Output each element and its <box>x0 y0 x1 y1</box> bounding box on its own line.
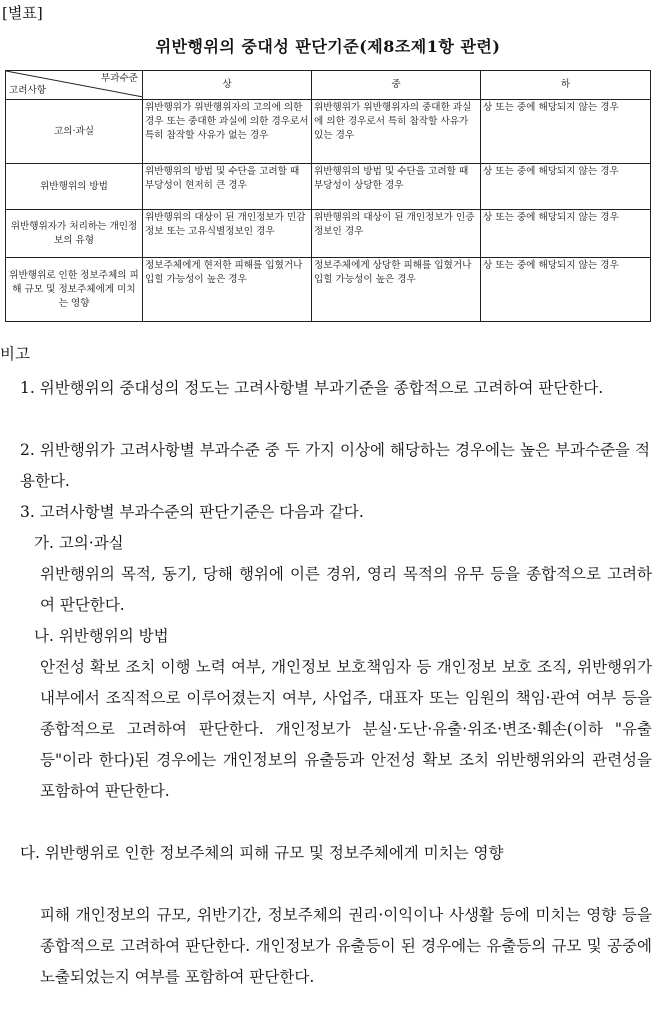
paragraph-na: 안전성 확보 조치 이행 노력 여부, 개인정보 보호책임자 등 개인정보 보호 조직, 위반행위가 내부에서 조직적으로 이루어졌는지 여부, 사업주, 대표자 또는 임원의 책임·관여 여부 등을 종합적으로 고려하여 판단한다. 개인정보가 분실·도난·유출·위조·변조·훼손(이하 "유출등"이라 한다)된 경우에는 개인정보의 유출등과 안전성 확보 조치 위반행위와의 관련성을 포함하여 판단한다. <box>40 658 652 800</box>
cell-low: 상 또는 중에 해당되지 않는 경우 <box>481 100 651 164</box>
document-title: 위반행위의 중대성 판단기준(제8조제1항 관련) <box>155 37 501 56</box>
subheading-na: 나. 위반행위의 방법 <box>34 627 169 645</box>
cell-high: 정보주체에게 현저한 피해를 입혔거나 입힐 가능성이 높은 경우 <box>143 258 312 322</box>
corner-bottom-label: 고려사항 <box>9 85 47 96</box>
note-item-1: 1. 위반행위의 중대성의 정도는 고려사항별 부과기준을 종합적으로 고려하여 판단한다. <box>20 379 604 397</box>
annex-label: [별표] <box>2 4 43 22</box>
cell-high: 위반행위의 방법 및 수단을 고려할 때 부당성이 현저히 큰 경우 <box>143 164 312 210</box>
factor-cell: 위반행위로 인한 정보주체의 피해 규모 및 정보주체에게 미치는 영향 <box>6 258 143 322</box>
paragraph-da: 피해 개인정보의 규모, 위반기간, 정보주체의 권리·이익이나 사생활 등에 미치는 영향 등을 종합적으로 고려하여 판단한다. 개인정보가 유출등이 된 경우에는 유출등의 규모 및 공중에 노출되었는지 여부를 포함하여 판단한다. <box>40 906 652 986</box>
cell-mid: 위반행위의 대상이 된 개인정보가 인증정보인 경우 <box>312 210 481 258</box>
paragraph-ga: 위반행위의 목적, 동기, 당해 행위에 이른 경위, 영리 목적의 유무 등을 종합적으로 고려하여 판단한다. <box>40 565 652 614</box>
table-row <box>6 258 651 322</box>
factor-cell: 고의·과실 <box>6 100 143 164</box>
subheading-da: 다. 위반행위로 인한 정보주체의 피해 규모 및 정보주체에게 미치는 영향 <box>20 844 504 862</box>
table-header-row <box>6 71 651 100</box>
cell-mid: 위반행위가 위반행위자의 중대한 과실에 의한 경우로서 특히 참작할 사유가 있는 경우 <box>312 100 481 164</box>
level-header-high: 상 <box>143 71 312 100</box>
cell-high: 위반행위의 대상이 된 개인정보가 민감정보 또는 고유식별정보인 경우 <box>143 210 312 258</box>
corner-top-label: 부과수준 <box>100 73 138 84</box>
cell-mid: 위반행위의 방법 및 수단을 고려할 때 부당성이 상당한 경우 <box>312 164 481 210</box>
level-header-low: 하 <box>481 71 651 100</box>
corner-cell <box>6 71 143 100</box>
note-item-3: 3. 고려사항별 부과수준의 판단기준은 다음과 같다. <box>20 503 364 521</box>
cell-mid: 정보주체에게 상당한 피해를 입혔거나 입힐 가능성이 높은 경우 <box>312 258 481 322</box>
cell-low: 상 또는 중에 해당되지 않는 경우 <box>481 258 651 322</box>
cell-high: 위반행위가 위반행위자의 고의에 의한 경우 또는 중대한 과실에 의한 경우로서 특히 참작할 사유가 없는 경우 <box>143 100 312 164</box>
factor-cell: 위반행위자가 처리하는 개인정보의 유형 <box>6 210 143 258</box>
notes-label: 비고 <box>0 345 30 363</box>
table-row <box>6 100 651 164</box>
cell-low: 상 또는 중에 해당되지 않는 경우 <box>481 210 651 258</box>
table-row <box>6 210 651 258</box>
cell-low: 상 또는 중에 해당되지 않는 경우 <box>481 164 651 210</box>
subheading-ga: 가. 고의·과실 <box>34 534 124 552</box>
factor-cell: 위반행위의 방법 <box>6 164 143 210</box>
note-item-2: 2. 위반행위가 고려사항별 부과수준 중 두 가지 이상에 해당하는 경우에는 높은 부과수준을 적용한다. <box>20 441 650 490</box>
criteria-table <box>5 70 651 322</box>
table-row <box>6 164 651 210</box>
level-header-mid: 중 <box>312 71 481 100</box>
